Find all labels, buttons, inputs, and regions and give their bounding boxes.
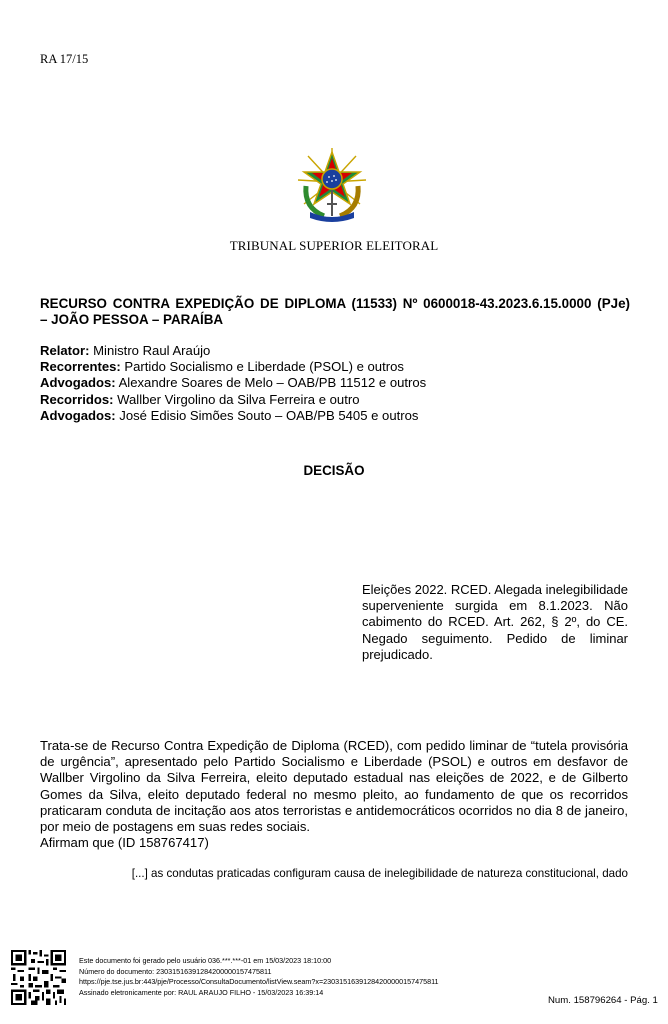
court-name: TRIBUNAL SUPERIOR ELEITORAL (229, 238, 439, 253)
party-label: Advogados: (40, 375, 116, 391)
decision-summary: Eleições 2022. RCED. Alegada inelegibilidade superveniente surgida em 8.1.2023. Não cabimento do RCED. Art. 262, § 2º, do CE. Negado seguimento. Pedido de liminar prejudicado. (362, 582, 628, 662)
party-row-recorrentes (40, 359, 426, 375)
party-value: Ministro Raul Araújo (93, 343, 211, 358)
footer-signed: Assinado eletronicamente por: RAUL ARAUJO FILHO - 15/03/2023 16:39:14 (79, 987, 324, 997)
party-value: Partido Socialismo e Liberdade (PSOL) e outros (124, 359, 404, 375)
party-row-advogados-2 (40, 408, 426, 424)
quote-line: [...] as condutas praticadas configuram causa de inelegibilidade de natureza constitucional, dado (131, 867, 628, 880)
footer-metadata (79, 956, 439, 998)
case-title-line-2: – JOÃO PESSOA – PARAÍBA (40, 312, 224, 327)
party-row-relator (40, 343, 426, 359)
page-number: Num. 158796264 - Pág. 1 (548, 995, 658, 1006)
party-value: José Edisio Simões Souto – OAB/PB 5405 e outros (119, 407, 419, 423)
party-value: Wallber Virgolino da Silva Ferreira e outro (117, 391, 360, 407)
party-row-advogados (40, 375, 426, 391)
decision-heading: DECISÃO (303, 463, 365, 478)
reference-code: RA 17/15 (40, 52, 89, 66)
party-value: Alexandre Soares de Melo – OAB/PB 11512 e outros (118, 375, 427, 391)
party-label: Recorridos: (40, 391, 114, 407)
party-label: Recorrentes: (40, 359, 121, 375)
party-label: Advogados: (40, 407, 116, 423)
footer-url: https://pje.tse.jus.br:443/pje/Processo/ConsultaDocumento/listView.seam?x=23031516391284200000157475811 (79, 977, 439, 987)
parties-list (40, 343, 426, 424)
qr-code-icon (11, 950, 66, 1005)
footer-doc-number: Número do documento: 23031516391284200000157475811 (79, 966, 272, 976)
case-title-line-1: RECURSO CONTRA EXPEDIÇÃO DE DIPLOMA (11533) Nº 0600018-43.2023.6.15.0000 (PJe) (40, 296, 630, 311)
party-row-recorridos (40, 392, 426, 408)
decision-body-paragraph: Trata-se de Recurso Contra Expedição de Diploma (RCED), com pedido liminar de “tutela provisória de urgência”, apresentado pelo Partido Socialismo e Liberdade (PSOL) e outros em desfavor de Wallber Virgolino da Silva Ferreira, eleito deputado estadual nas eleições de 2022, e de Gilberto Gomes da Silva, eleito deputado federal no mesmo pleito, ao fundamento de que os recorridos praticaram conduta de incitação aos atos terroristas e antidemocráticos ocorridos no dia 8 de janeiro, por meio de postagens em suas redes sociais. (40, 738, 628, 835)
coat-of-arms-icon (296, 146, 368, 224)
party-label: Relator: (40, 343, 90, 358)
affirm-line: Afirmam que (ID 158767417) (40, 835, 209, 850)
footer-generated: Este documento foi gerado pelo usuário 036.***.***-01 em 15/03/2023 18:10:00 (79, 956, 332, 965)
case-title (40, 296, 630, 328)
